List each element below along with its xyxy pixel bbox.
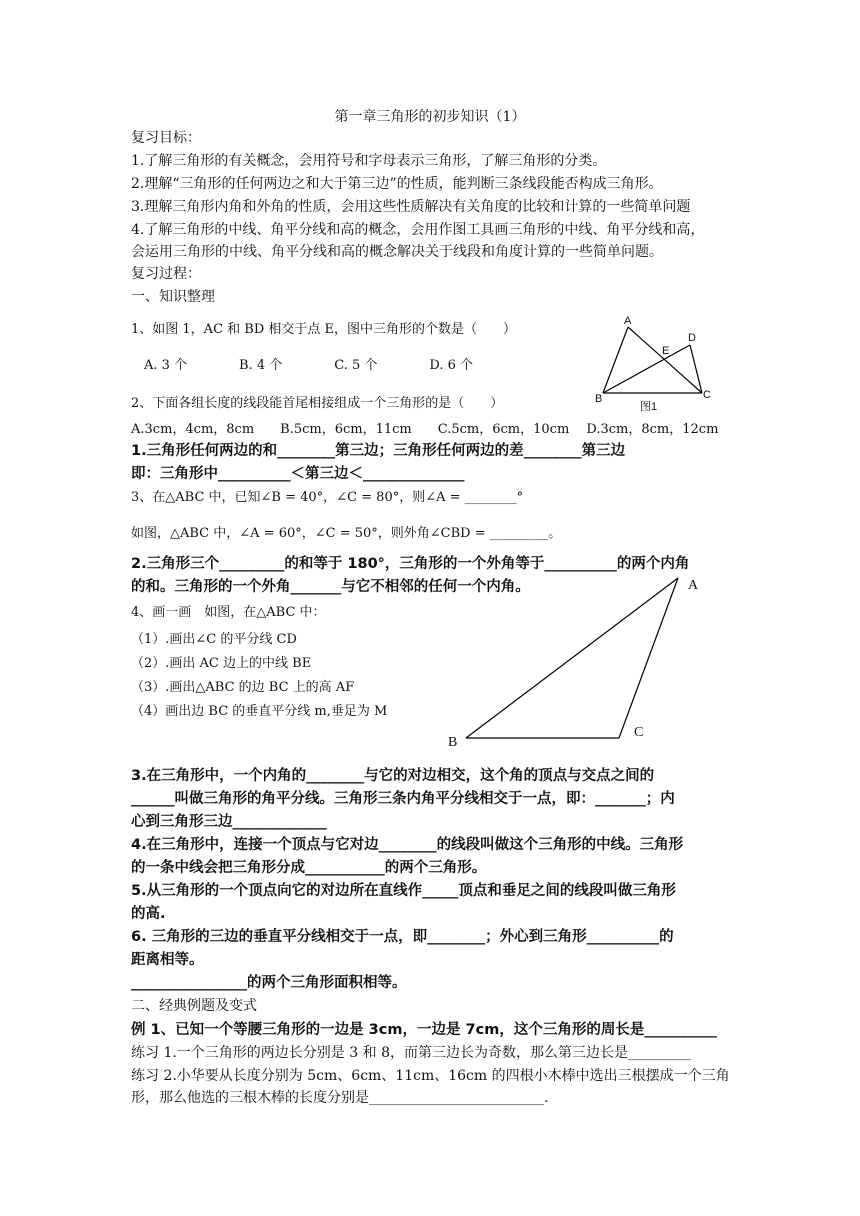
goal-1: 1.了解三角形的有关概念，会用符号和字母表示三角形，了解三角形的分类。 xyxy=(131,153,607,169)
knowledge-2: 2.三角形三个_________的和等于 180°，三角形的一个外角等于__________的两个内角 xyxy=(131,556,690,572)
goal-4-cont: 会运用三角形的中线、角平分线和高的概念解决关于线段和角度计算的一些简单问题。 xyxy=(131,244,663,260)
practice-2: 练习 2.小华要从长度分别为 5cm、6cm、11cm、16cm 的四根小木棒中选出三根摆成一个三角 xyxy=(131,1068,730,1084)
review-process-heading: 复习过程： xyxy=(131,266,201,282)
fig1-label-a: A xyxy=(624,315,632,327)
question-4-1: （1）.画出∠C 的平分线 CD xyxy=(131,632,297,647)
fig1-label-d: D xyxy=(688,332,696,344)
goal-4: 4.了解三角形的中线、角平分线和高的概念，会用作图工具画三角形的中线、角平分线和高， xyxy=(131,222,705,238)
question-1-options: A. 3 个 B. 4 个 C. 5 个 D. 6 个 xyxy=(131,358,474,373)
fig1-line-ab xyxy=(603,327,628,393)
knowledge-5-cont: 的高. xyxy=(131,906,166,922)
question-3: 3、在△ABC 中，已知∠B = 40°，∠C = 80°，则∠A = ________° xyxy=(131,490,524,505)
knowledge-6: 6. 三角形的三边的垂直平分线相交于一点，即________；外心到三角形__________的 xyxy=(131,929,674,945)
knowledge-3-cont2: 心到三角形三边_____________ xyxy=(131,814,327,830)
knowledge-4-cont: 的一条中线会把三角形分成___________的两个三角形。 xyxy=(131,860,487,876)
fig1-label-e: E xyxy=(662,345,670,357)
knowledge-1-cont: 即：三角形中__________＜第三边＜______________ xyxy=(131,466,465,482)
practice-1: 练习 1.一个三角形的两边长分别是 3 和 8，而第三边长为奇数，那么第三边长是_________ xyxy=(131,1045,691,1061)
fig2-side-ab xyxy=(466,578,678,738)
fig1-line-dc xyxy=(690,345,702,393)
fig1-label-c: C xyxy=(703,389,711,401)
fig2-label-a: A xyxy=(688,578,699,593)
goal-2: 2.理解“三角形的任何两边之和大于第三边”的性质，能判断三条线段能否构成三角形。 xyxy=(131,176,663,192)
practice-2-cont: 形，那么他选的三根木棒的长度分别是_________________________. xyxy=(131,1090,549,1106)
question-3b: 如图，△ABC 中，∠A = 60°，∠C = 50°，则外角∠CBD = _________。 xyxy=(131,526,562,541)
fig1-line-bd xyxy=(603,345,690,393)
review-goals-heading: 复习目标： xyxy=(131,130,201,146)
fig2-label-c: C xyxy=(634,725,644,740)
fig1-label-b: B xyxy=(595,393,603,405)
fig1-caption: 图1 xyxy=(640,401,658,413)
question-4: 4、画一画 如图，在△ABC 中： xyxy=(131,605,326,620)
question-1: 1、如图 1，AC 和 BD 相交于点 E，图中三角形的个数是（ ） xyxy=(131,322,517,337)
knowledge-5: 5.从三角形的一个顶点向它的对边所在直线作_____顶点和垂足之间的线段叫做三角形 xyxy=(131,883,676,899)
fig2-side-ac xyxy=(619,578,678,738)
knowledge-3: 3.在三角形中，一个内角的________与它的对边相交，这个角的顶点与交点之间的 xyxy=(131,768,655,784)
fig2-label-b: B xyxy=(448,735,458,750)
question-4-2: （2）.画出 AC 边上的中线 BE xyxy=(131,656,312,671)
question-2: 2、下面各组长度的线段能首尾相接组成一个三角形的是（ ） xyxy=(131,396,504,411)
section-2-heading: 二、经典例题及变式 xyxy=(131,998,257,1014)
question-4-4: （4）画出边 BC 的垂直平分线 m,垂足为 M xyxy=(131,704,388,719)
knowledge-3-cont: ______叫做三角形的角平分线。三角形三条内角平分线相交于一点，即：_______；内 xyxy=(131,791,675,807)
knowledge-4: 4.在三角形中，连接一个顶点与它对边________的线段叫做这个三角形的中线。三角形 xyxy=(131,837,684,853)
section-1-heading: 一、知识整理 xyxy=(131,289,215,305)
knowledge-6-cont: 距离相等。 xyxy=(131,952,204,968)
knowledge-1: 1.三角形任何两边的和________第三边；三角形任何两边的差________第三边 xyxy=(131,443,626,459)
question-2-options: A.3cm，4cm，8cm B.5cm，6cm，11cm C.5cm，6cm，10cm D.3cm，8cm，12cm xyxy=(131,422,719,437)
page-title: 第一章三角形的初步知识（1） xyxy=(334,109,526,125)
knowledge-2-cont: 的和。三角形的一个外角_______与它不相邻的任何一个内角。 xyxy=(131,579,530,595)
knowledge-7: ________________的两个三角形面积相等。 xyxy=(131,975,407,991)
question-4-3: （3）.画出△ABC 的边 BC 上的高 AF xyxy=(131,680,355,695)
example-1: 例 1、已知一个等腰三角形的一边是 3cm，一边是 7cm，这个三角形的周长是__________ xyxy=(131,1022,717,1038)
goal-3: 3.理解三角形内角和外角的性质，会用这些性质解决有关角度的比较和计算的一些简单问题 xyxy=(131,199,691,215)
